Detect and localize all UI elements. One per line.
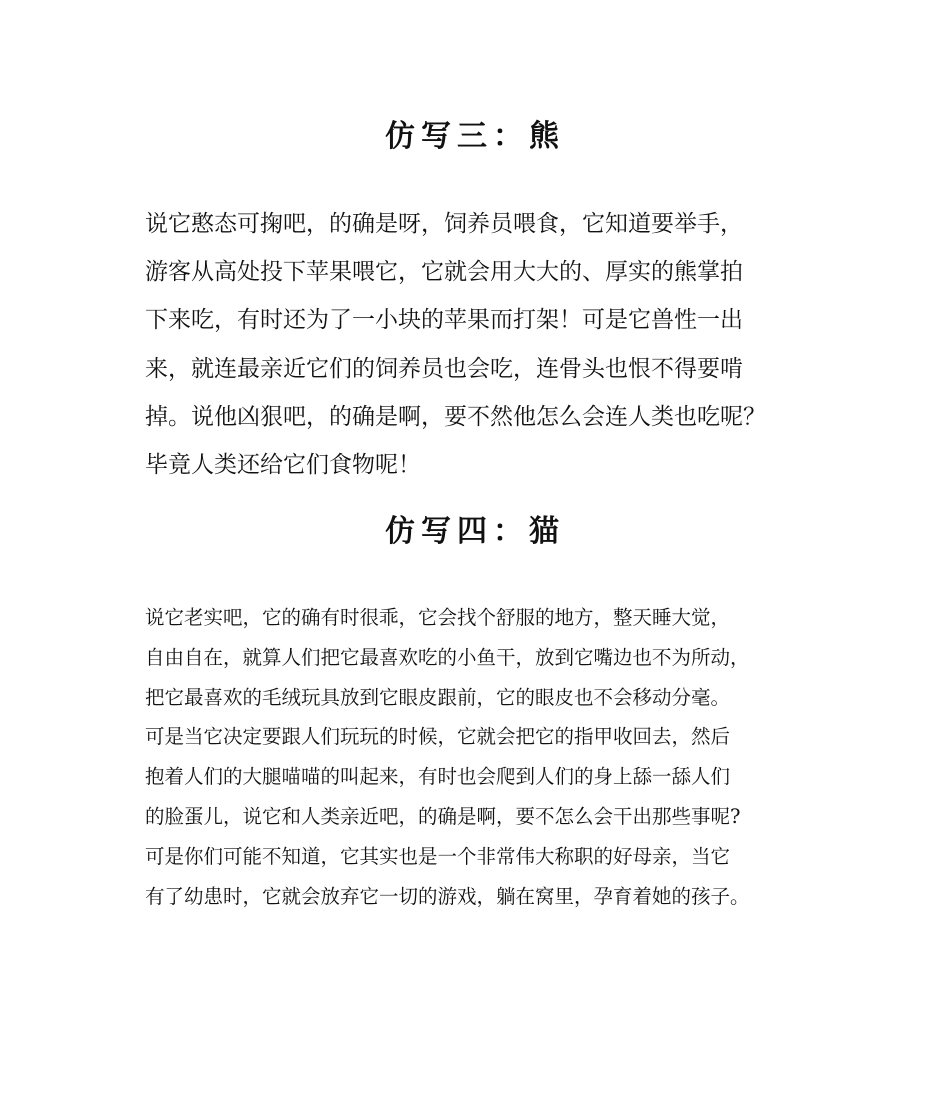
paragraph-line: 说它老实吧，它的确有时很乖，它会找个舒服的地方，整天睡大觉，: [145, 606, 731, 629]
paragraph-bear: [145, 200, 835, 489]
paragraph-line: 可是当它决定要跟人们玩玩的时候，它就会把它的指甲收回去，然后: [145, 725, 731, 749]
paragraph-line: 可是你们可能不知道，它其实也是一个非常伟大称职的好母亲，当它: [145, 844, 731, 868]
paragraph-line: 来，就连最亲近它们的饲养员也会吃，连骨头也恨不得要啃: [145, 355, 743, 382]
paragraph-line: 游客从高处投下苹果喂它，它就会用大大的、厚实的熊掌拍: [145, 259, 743, 286]
paragraph-line: 自由自在，就算人们把它最喜欢吃的小鱼干，放到它嘴边也不为所动，: [145, 645, 750, 669]
paragraph-line: 下来吃，有时还为了一小块的苹果而打架！可是它兽性一出: [145, 307, 743, 334]
paragraph-line: 把它最喜欢的毛绒玩具放到它眼皮跟前，它的眼皮也不会移动分毫。: [145, 685, 731, 709]
paragraph-line: 掉。说他凶狠吧，的确是啊，要不然他怎么会连人类也吃呢？: [145, 403, 766, 430]
paragraph-line: 说它憨态可掬吧，的确是呀，饲养员喂食，它知道要举手，: [145, 211, 743, 237]
paragraph-line: 的脸蛋儿，说它和人类亲近吧，的确是啊，要不怎么会干出那些事呢?: [145, 804, 741, 828]
section-title-cat: 仿写四：猫: [385, 514, 565, 549]
paragraph-line: 抱着人们的大腿喵喵的叫起来，有时也会爬到人们的身上舔一舔人们: [145, 765, 731, 789]
paragraph-line: 毕竟人类还给它们食物呢！: [145, 452, 421, 479]
paragraph-line: 有了幼患时，它就会放弃它一切的游戏，躺在窝里，孕育着她的孩子。: [145, 884, 750, 908]
section-title-bear: 仿写三：熊: [385, 119, 565, 154]
paragraph-cat: [145, 598, 835, 916]
